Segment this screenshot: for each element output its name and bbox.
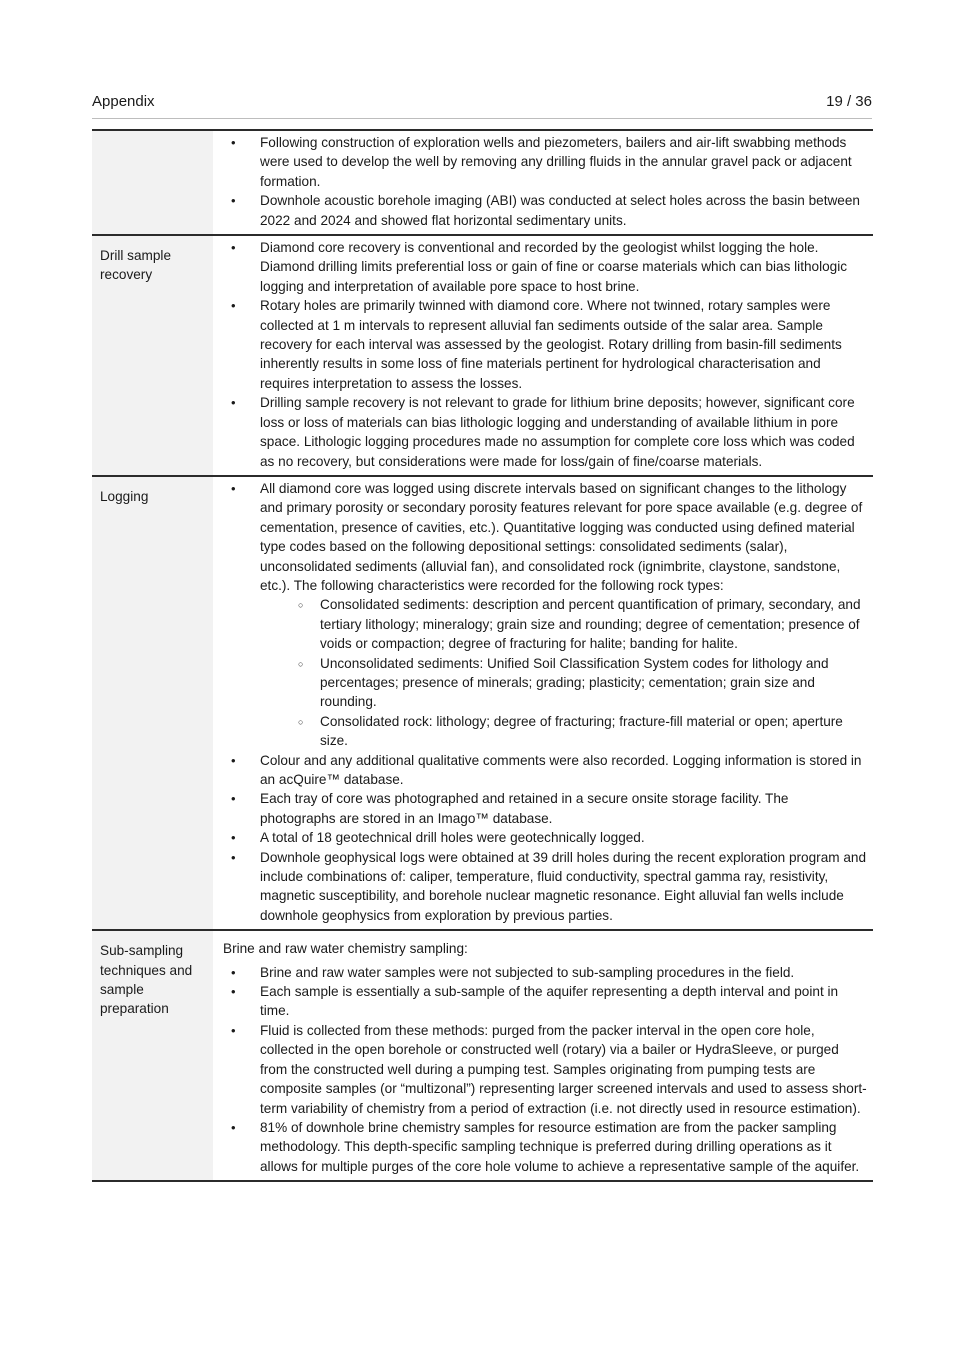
list-item: • Downhole acoustic borehole imaging (ABI) was conducted at select holes across the basin between 2022 and 2024 and showed flat horizontal sedimentary units. (213, 191, 867, 230)
sub-list-item: ○ Unconsolidated sediments: Unified Soil Classification System codes for lithology and percentages; presence of minerals; grading; plasticity; cementation; grain size and rounding. (260, 654, 867, 712)
table-row (92, 930, 873, 1181)
page-header (92, 92, 872, 119)
row-label (92, 130, 213, 235)
sub-list-item: ○ Consolidated rock: lithology; degree of fracturing; fracture-fill material or open; aperture size. (260, 712, 867, 751)
bullet-list (213, 133, 867, 230)
list-item: • Fluid is collected from these methods: purged from the packer interval in the open core hole, collected in the open borehole or constructed well (rotary) via a bailer or HydraSleeve, or purged from the constructed well during a pumping test. Samples originating from pumping tests are composite samples (or “multizonal”) representing larger screened intervals and used to assess short-term variability of chemistry from a period of extraction (i.e. not directly used in resource estimation). (213, 1021, 867, 1118)
list-item: • Each sample is essentially a sub-sample of the aquifer representing a depth interval and point in time. (213, 982, 867, 1021)
row-content (213, 130, 873, 235)
list-item-text: All diamond core was logged using discrete intervals based on significant changes to the lithology and primary porosity or secondary porosity features relevant for pore space available (e.g. degree of cementation, presence of cavities, etc.). Quantitative logging was conducted using defined material type codes based on the following depositional settings: consolidated sediments (salar), unconsolidated sediments (alluvial fan), and consolidated rock (ignimbrite, claystone, sandstone, etc.). The following characteristics were recorded for the following rock types: (260, 480, 863, 593)
row-content (213, 235, 873, 476)
list-item: • Downhole geophysical logs were obtained at 39 drill holes during the recent exploration program and include combinations of: caliper, temperature, fluid conductivity, spectral gamma ray, resistivity, magnetic susceptibility, and borehole nuclear magnetic resonance. Eight alluvial fan wells include downhole geophysics from exploration by previous parties. (213, 848, 867, 926)
list-item: • Colour and any additional qualitative comments were also recorded. Logging information is stored in an acQuire™ database. (213, 751, 867, 790)
list-item: • Each tray of core was photographed and retained in a secure onsite storage facility. The photographs are stored in an Imago™ database. (213, 789, 867, 828)
row-label: Drill sample recovery (92, 235, 213, 476)
bullet-list (213, 479, 867, 925)
bullet-list (213, 238, 867, 471)
intro-text: Brine and raw water chemistry sampling: (223, 941, 468, 957)
table-row (92, 130, 873, 235)
bullet-list (213, 963, 867, 1176)
list-item: • Following construction of exploration wells and piezometers, bailers and air-lift swabbing methods were used to develop the well by removing any drilling fluids in the annular gravel pack or adjacent formation. (213, 133, 867, 191)
section-title: Appendix (92, 93, 155, 110)
sub-bullet-list (260, 595, 867, 750)
list-item: • Drilling sample recovery is not relevant to grade for lithium brine deposits; however, significant core loss or loss of materials can bias lithologic logging and understanding of available lithium in pore space. Lithologic logging procedures made no assumption for complete core loss which was coded as no recovery, but considerations were made for loss/gain of fine/coarse materials. (213, 393, 867, 471)
table-row (92, 235, 873, 476)
list-item: • 81% of downhole brine chemistry samples for resource estimation are from the packer sampling methodology. This depth-specific sampling technique is preferred during drilling operations as it allows for multiple purges of the core hole volume to achieve a representative sample of the aquifer. (213, 1118, 867, 1176)
page-number: 19 / 36 (826, 93, 872, 110)
sub-list-item: ○ Consolidated sediments: description and percent quantification of primary, secondary, and tertiary lithology; mineralogy; grain size and rounding; degree of cementation; presence of voids or compaction; degree of fracturing for halite; banding for halite. (260, 595, 867, 653)
row-label: Logging (92, 476, 213, 930)
list-item: • Brine and raw water samples were not subjected to sub-sampling procedures in the field. (213, 963, 867, 982)
list-item: • Rotary holes are primarily twinned with diamond core. Where not twinned, rotary samples were collected at 1 m intervals to represent alluvial fan sediments outside of the salar area. Sample recovery for each interval was assessed by the geologist. Rotary drilling from basin-fill sediments inherently results in some loss of fine materials pertinent for hydrological characterisation and requires interpretation to assess the losses. (213, 296, 867, 393)
row-label: Sub-sampling techniques and sample preparation (92, 930, 213, 1181)
row-content (213, 476, 873, 930)
list-item (213, 479, 867, 751)
criteria-table (92, 129, 873, 1182)
list-item: • Diamond core recovery is conventional and recorded by the geologist whilst logging the hole. Diamond drilling limits preferential loss or gain of fine or coarse materials which can bias lithologic logging and interpretation of available pore space to host brine. (213, 238, 867, 296)
row-content (213, 930, 873, 1181)
table-row (92, 476, 873, 930)
list-item: • A total of 18 geotechnical drill holes were geotechnically logged. (213, 828, 867, 847)
